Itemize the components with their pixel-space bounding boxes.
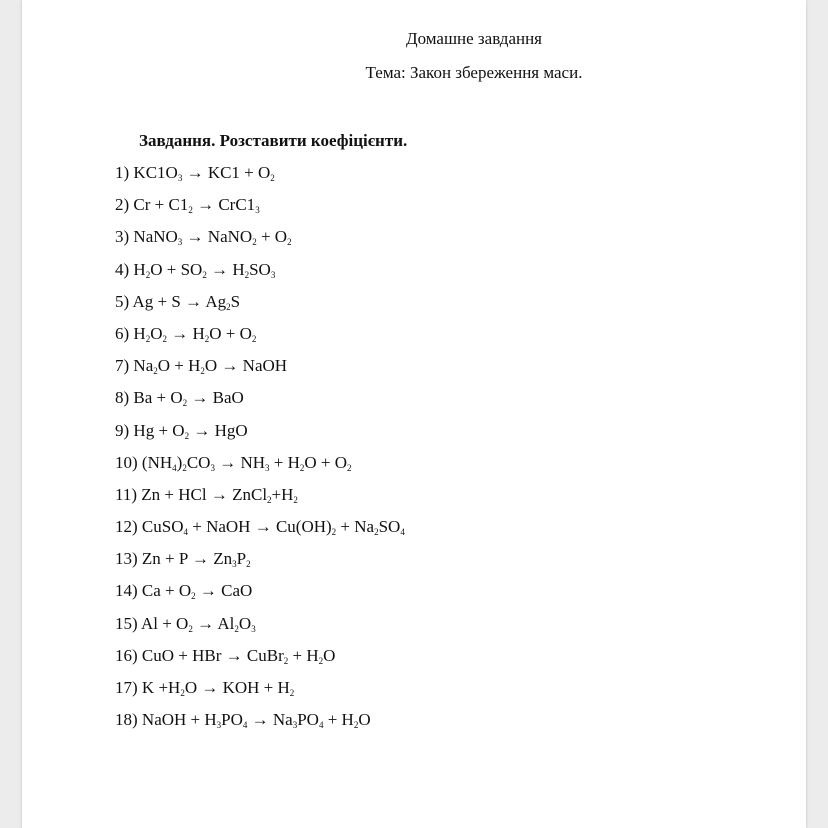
equation-item: 17) $K +H_2O$ → KOH + $H_2$: [115, 678, 295, 698]
equation-item: 12) CuSO$_4$ + NaOH → $Cu(OH)_2 + Na_2SO_4$: [115, 517, 405, 538]
equation-item: 2) $Cr + C1_2 \to CrC1_3$: [115, 195, 260, 216]
equation-item: 1) $KC1O_3 \to KC1 + O_2$: [115, 163, 275, 183]
equation-item: 16) CuO + HBr → CuBr$_2$ + $H_2O$: [115, 645, 336, 666]
document-title: Домашне завдання: [405, 29, 543, 48]
equation-item: 8) $Ba + O_2$ → BaO: [115, 388, 244, 409]
equation-item: 4) $H_2O + SO_2 \to H_2SO_3$: [115, 259, 276, 280]
equation-item: 15) $Al + O_2 \to Al_2O_3$: [115, 613, 256, 634]
equation-item: 14) $Ca + O_2$ → CaO: [115, 581, 253, 602]
document-page: [22, 0, 806, 828]
equation-item: 3) NaNO$_3$ → NaNO$_2$ + $O_2$: [115, 227, 292, 248]
document-topic: Тема: Закон збереження маси.: [365, 63, 583, 82]
task-heading: Завдання. Розставити коефіцієнти.: [139, 131, 408, 150]
equation-item: 6) $H_2O_2 \to H_2O + O_2$: [115, 323, 257, 344]
equation-item: 18) NaOH + $H_3PO_4 \to Na_3PO_4 + H_2O$: [115, 710, 371, 731]
equation-item: 11) Zn + HCl → $ZnCl_2+H_2$: [115, 484, 298, 505]
equation-item: 5) $Ag + S \to Ag_2S$: [115, 291, 241, 312]
equation-item: 10) $(NH_4)_2CO_3 \to NH_3 + H_2O + O_2$: [115, 452, 352, 473]
equation-item: 7) $Na_2O + H_2O$ → NaOH: [115, 356, 288, 377]
equation-list: [115, 163, 405, 742]
equation-item: 13) $Zn + P \to Zn_3P_2$: [115, 549, 251, 570]
equation-item: 9) $Hg + O_2$ → HgO: [115, 420, 248, 441]
